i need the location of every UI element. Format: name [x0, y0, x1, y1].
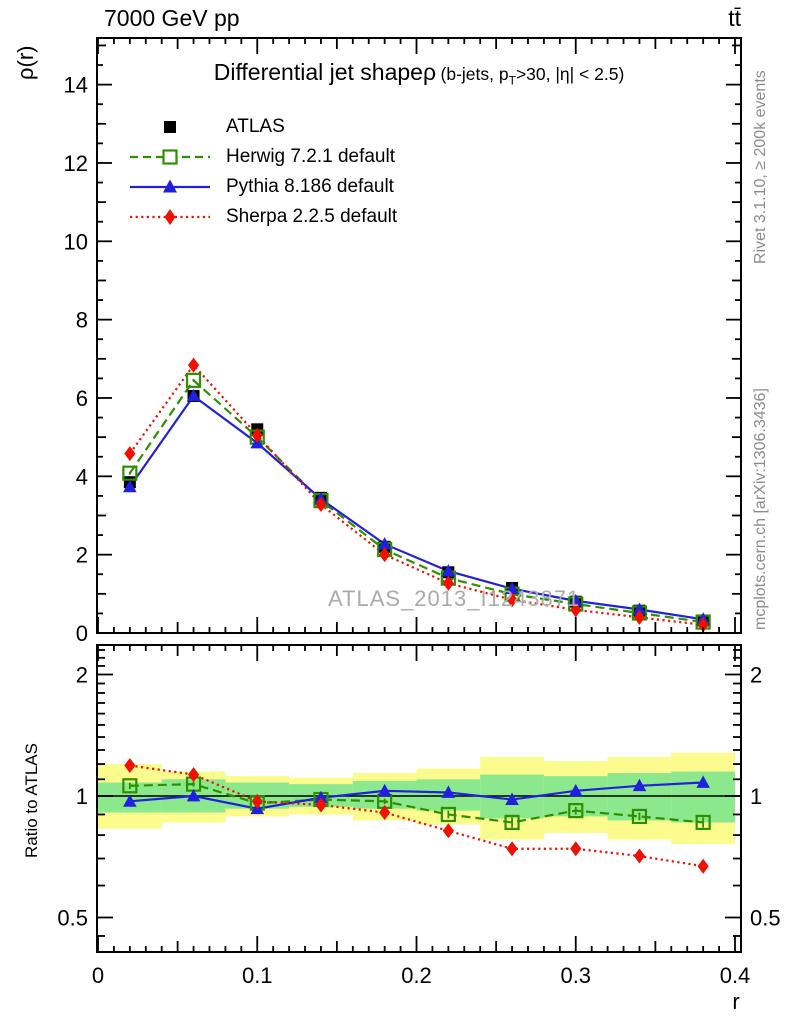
main-y-tick-label: 0: [75, 621, 88, 646]
ratio-y-tick-label: 1: [750, 784, 763, 809]
y-axis-title: ρ(r): [13, 45, 38, 80]
x-tick-label: 0.4: [719, 963, 751, 988]
main-y-tick-label: 14: [63, 72, 88, 98]
herwig-marker-icon: [128, 145, 212, 169]
plot-title: [97, 58, 741, 95]
plot-title-main: Differential jet shapeρ: [213, 59, 437, 85]
main-y-tick-label: 8: [75, 307, 88, 333]
analysis-watermark: ATLAS_2013_I1243871: [328, 586, 581, 611]
legend-label: Herwig 7.2.1 default: [226, 146, 395, 167]
data-point-diamond: [698, 859, 709, 874]
sherpa-marker-icon: [128, 205, 212, 229]
x-tick-label: 0.2: [401, 963, 432, 988]
process-label: tt̄: [728, 5, 741, 31]
pythia-marker-icon: [128, 175, 212, 199]
data-point-diamond: [443, 823, 454, 838]
ratio-y-tick-label: 2: [75, 662, 88, 688]
legend-label: ATLAS: [226, 116, 285, 137]
ratio-y-axis-title: Ratio to ATLAS: [22, 743, 41, 858]
data-point-diamond: [570, 841, 581, 856]
plot-title-cuts: [440, 64, 625, 88]
ratio-y-tick-label: 2: [750, 662, 763, 688]
data-point-diamond: [634, 849, 645, 864]
cuts-prefix: (b-jets, p: [440, 64, 509, 84]
main-y-tick-label: 10: [63, 229, 88, 255]
rivet-version-label: Rivet 3.1.10, ≥ 200k events: [752, 70, 769, 264]
legend: [128, 112, 397, 232]
legend-label: Sherpa 2.2.5 default: [226, 206, 398, 227]
atlas-marker-icon: [128, 115, 212, 139]
x-axis-title: r: [732, 989, 740, 1014]
ratio-y-tick-label: 0.5: [57, 905, 88, 931]
legend-item-pythia: [128, 172, 397, 202]
main-y-tick-label: 4: [75, 464, 88, 490]
legend-item-sherpa: [128, 202, 397, 232]
main-y-tick-label: 2: [75, 542, 88, 568]
x-tick-label: 0.3: [560, 963, 592, 988]
mcplots-source-label: mcplots.cern.ch [arXiv:1306.3436]: [752, 388, 769, 630]
data-point-diamond: [506, 841, 517, 856]
cuts-subscript: T: [508, 73, 516, 88]
main-y-tick-label: 12: [63, 150, 88, 176]
x-tick-label: 0: [91, 963, 105, 988]
legend-item-atlas: [128, 112, 397, 142]
beam-energy-label: 7000 GeV pp: [104, 5, 240, 31]
legend-item-herwig: [128, 142, 397, 172]
ratio-y-tick-label: 1: [75, 784, 88, 809]
x-tick-label: 0.1: [241, 963, 273, 988]
ratio-y-tick-label: 0.5: [750, 905, 781, 931]
cuts-suffix: >30, |η| < 2.5): [515, 64, 625, 84]
main-y-tick-label: 6: [75, 385, 88, 411]
legend-label: Pythia 8.186 default: [226, 176, 394, 197]
